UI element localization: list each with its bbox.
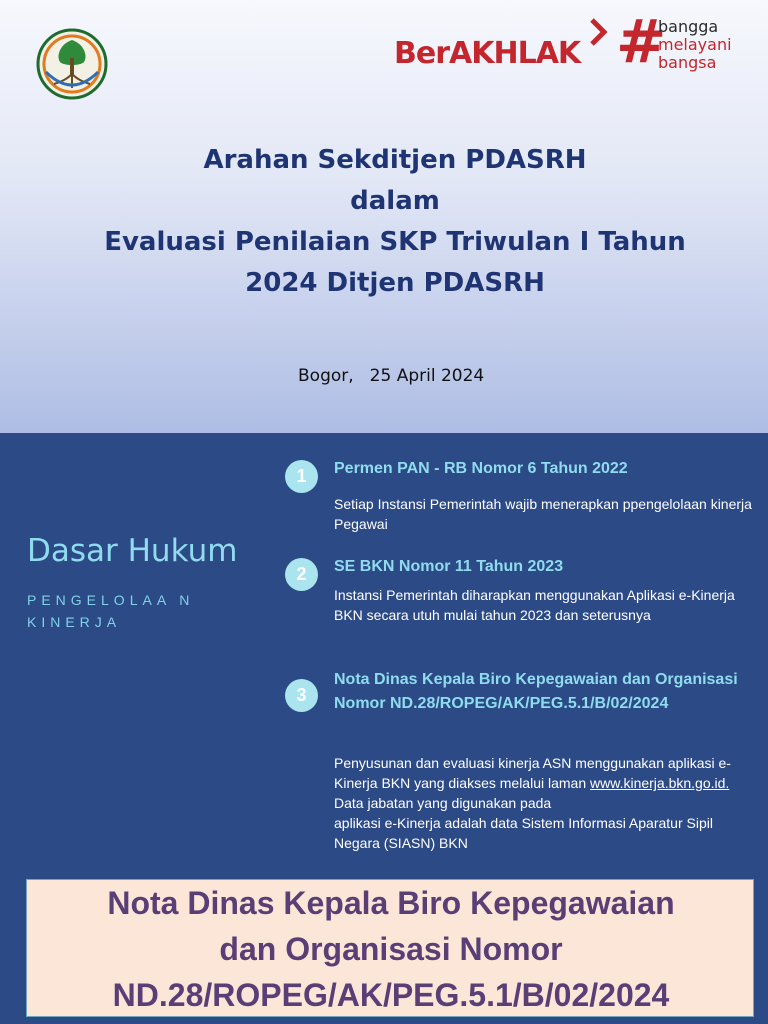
hashtag-icon: # xyxy=(616,7,667,77)
tagline-word: bangga xyxy=(658,17,719,36)
berakhlak-logo-text: BerAKHLAK xyxy=(394,36,581,71)
item-body xyxy=(334,753,759,853)
item-body-text: Penyusunan dan evaluasi kinerja ASN menggunakan aplikasi e-Kinerja BKN yang diakses melalui laman xyxy=(334,755,731,791)
title-line: 2024 Ditjen PDASRH xyxy=(245,268,545,298)
kinerja-bkn-link[interactable]: www.kinerja.bkn.go.id. xyxy=(590,775,730,791)
item-number-badge: 3 xyxy=(285,679,318,712)
place-date xyxy=(298,366,484,386)
banner-text xyxy=(27,880,755,1018)
item-body-text: Data jabatan yang digunakan pada xyxy=(334,795,552,811)
item-body-text: aplikasi e-Kinerja adalah data Sistem Informasi Aparatur Sipil Negara (SIASN) BKN xyxy=(334,815,713,851)
title-line: dalam xyxy=(350,186,440,216)
section-subtitle: PENGELOLAA NKINERJA xyxy=(27,592,195,630)
cover-slide xyxy=(0,0,768,433)
item-heading: Nota Dinas Kepala Biro Kepegawaian dan Organisasi Nomor ND.28/ROPEG/AK/PEG.5.1/B/02/2024 xyxy=(334,671,738,712)
item-heading: Permen PAN - RB Nomor 6 Tahun 2022 xyxy=(334,460,628,477)
kemenlhk-emblem-icon xyxy=(36,28,108,100)
item-heading: SE BKN Nomor 11 Tahun 2023 xyxy=(334,558,564,575)
place: Bogor, xyxy=(298,366,354,386)
item-body: Instansi Pemerintah diharapkan menggunakan Aplikasi e-Kinerja BKN secara utuh mulai tahun 2023 dan seterusnya xyxy=(334,587,735,623)
chevron-right-icon xyxy=(588,18,610,46)
banner-line: ND.28/ROPEG/AK/PEG.5.1/B/02/2024 xyxy=(112,977,670,1013)
banner-line: Nota Dinas Kepala Biro Kepegawaian xyxy=(107,885,675,921)
section-title: Dasar Hukum xyxy=(27,533,238,569)
item-number-badge: 2 xyxy=(285,558,318,591)
banner-line: dan Organisasi Nomor xyxy=(219,931,563,967)
tagline xyxy=(658,18,732,72)
nota-dinas-banner xyxy=(26,879,754,1017)
tagline-word: bangsa xyxy=(658,53,717,72)
tagline-word: melayani xyxy=(658,35,732,54)
item-number-badge: 1 xyxy=(285,460,318,493)
date: 25 April 2024 xyxy=(369,366,485,386)
title-line: Evaluasi Penilaian SKP Triwulan I Tahun xyxy=(104,227,686,257)
cover-title xyxy=(40,140,750,304)
item-body: Setiap Instansi Pemerintah wajib menerapkan ppengelolaan kinerja Pegawai xyxy=(334,496,752,532)
title-line: Arahan Sekditjen PDASRH xyxy=(203,145,587,175)
